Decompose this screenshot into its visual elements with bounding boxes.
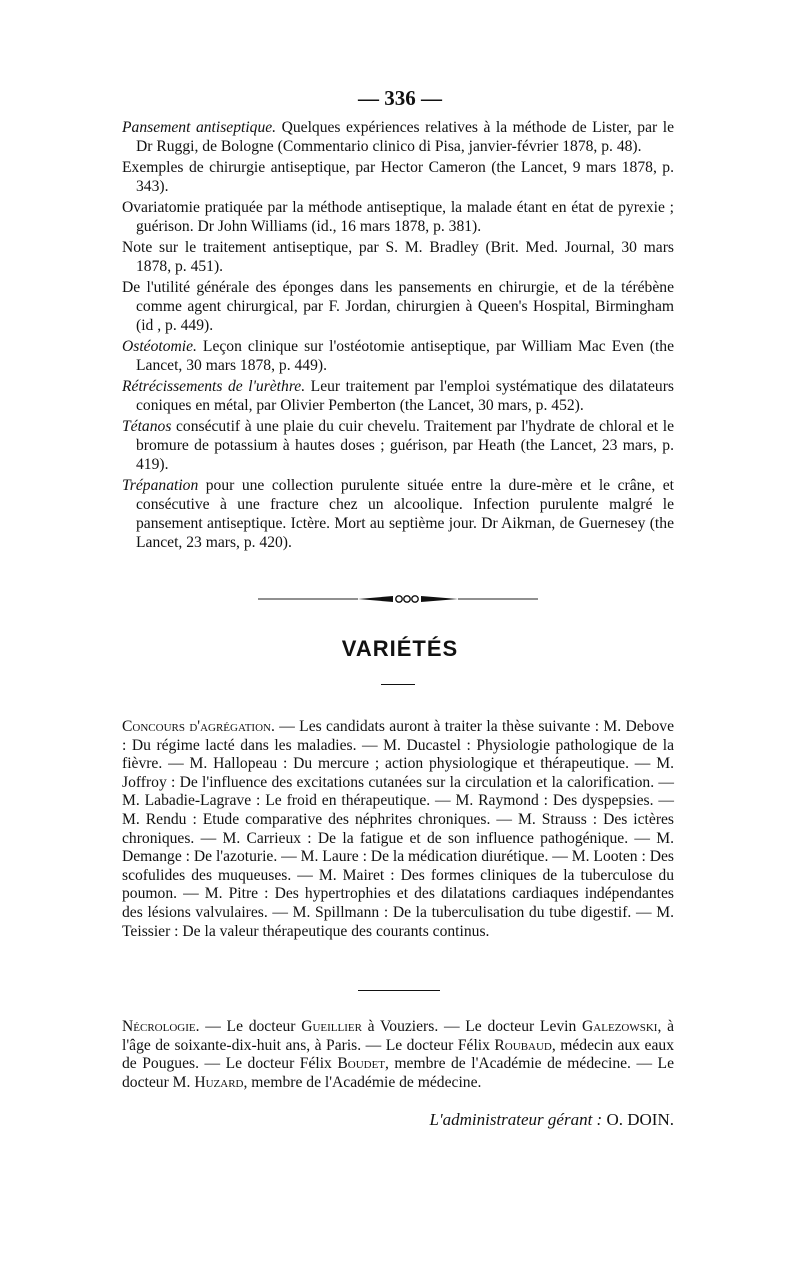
bibliography-entry: [122, 337, 674, 375]
bibliography-entry: [122, 158, 674, 196]
necrologie-text: , médecin aux eaux de Pougues. — Le docteur Félix: [122, 1036, 674, 1073]
necrologie-text: , à l'âge de soixante-dix-huit ans, à Paris. — Le docteur Félix: [122, 1018, 674, 1054]
bibliography-entry: [122, 118, 674, 156]
bibliography-list: [122, 118, 674, 554]
ornamental-separator: [258, 592, 538, 606]
entry-text: pour une collection purulente située entre la dure-mère et le crâne, et consécutive à une fracture chez un alcoolique. Infection purulente malgré le pansement antiseptique. Ictère. Mort au septième jour. Dr Aikman, de Guernesey (the Lancet, 23 mars, p. 420).: [136, 477, 674, 551]
entry-lead: Rétrécissements de l'urèthre.: [122, 378, 306, 395]
necrologie-text: à Vouziers. — Le docteur Levin: [361, 1018, 583, 1035]
person-name: Galezowski: [582, 1018, 658, 1035]
divider: [381, 684, 415, 685]
entry-lead: Tétanos: [122, 418, 172, 435]
entry-text: consécutif à une plaie du cuir chevelu. Traitement par l'hydrate de chloral et le bromure de potassium à hautes doses ; guérison, par Heath (the Lancet, 23 mars, p. 419).: [136, 418, 674, 473]
necrologie-text: — Le docteur: [199, 1018, 302, 1035]
bibliography-entry: [122, 278, 674, 335]
person-name: Huzard: [194, 1073, 244, 1091]
necrologie-paragraph: [122, 1018, 674, 1092]
entry-text: Ovariatomie pratiquée par la méthode antiseptique, la malade étant en état de pyrexie ; guérison. Dr John Williams (id., 16 mars 1878, p. 381).: [122, 199, 674, 235]
necrologie-text: , membre de l'Académie de médecine. — Le docteur M.: [122, 1055, 674, 1091]
entry-lead: Pansement antiseptique.: [122, 119, 277, 136]
entry-text: Exemples de chirurgie antiseptique, par Hector Cameron (the Lancet, 9 mars 1878, p. 343).: [122, 159, 674, 195]
necrologie-text: , membre de l'Académie de médecine.: [243, 1073, 482, 1091]
signature-label: L'administrateur gérant :: [429, 1110, 603, 1129]
bibliography-entry: [122, 417, 674, 474]
signature-name: O. DOIN.: [602, 1110, 674, 1129]
page-number: — 336 —: [358, 86, 442, 110]
bibliography-entry: [122, 476, 674, 552]
person-name: Boudet: [337, 1055, 386, 1073]
entry-lead: Ostéotomie.: [122, 338, 197, 355]
entry-text: Leur traitement par l'emploi systématique des dilatateurs coniques en métal, par Olivier Pemberton (the Lancet, 30 mars, p. 452).: [136, 378, 674, 414]
divider: [358, 990, 440, 991]
entry-lead: Trépanation: [122, 477, 199, 494]
bibliography-entry: [122, 238, 674, 276]
entry-text: Leçon clinique sur l'ostéotomie antiseptique, par William Mac Even (the Lancet, 30 mars 1878, p. 449).: [136, 338, 674, 374]
necrologie-heading: Nécrologie.: [122, 1018, 200, 1035]
concours-paragraph: [122, 718, 674, 941]
bibliography-entry: [122, 377, 674, 415]
bibliography-entry: [122, 198, 674, 236]
concours-text: — Les candidats auront à traiter la thèse suivante : M. Debove : Du régime lacté dans les maladies. — M. Ducastel : Physiologie pathologique de la fièvre. — M. Hallopeau : Du mercure ; action physiologique et thérapeutique. — M. Joffroy : De l'influence des excitations cutanées sur la circulation et la calorification. — M. Labadie-Lagrave : Le froid en thérapeutique. — M. Raymond : Des dyspepsies. — M. Rendu : Etude comparative des néphrites chroniques. — M. Strauss : Des ictères chroniques. — M. Carrieux : De la fatigue et de son influence pathogénique. — M. Demange : De l'azoturie. — M. Laure : De la médication diurétique. — M. Looten : Des scofulides des muqueuses. — M. Mairet : Des formes cliniques de la tuberculose du poumon. — M. Pitre : Des hypertrophies et des dilatations cardiaques indépendantes des lésions valvulaires. — M. Spillmann : De la tuberculisation du tube digestif. — M. Teissier : De la valeur thérapeutique des courants continus.: [122, 718, 674, 940]
person-name: Gueillier: [301, 1018, 362, 1035]
section-title: VARIÉTÉS: [341, 636, 459, 661]
entry-text: Note sur le traitement antiseptique, par S. M. Bradley (Brit. Med. Journal, 30 mars 1878, p. 451).: [122, 239, 674, 275]
person-name: Roubaud: [494, 1036, 552, 1054]
concours-heading: Concours d'agrégation.: [122, 718, 275, 735]
entry-text: Quelques expériences relatives à la méthode de Lister, par le Dr Ruggi, de Bologne (Commentario clinico di Pisa, janvier-février 1878, p. 48).: [136, 119, 674, 155]
entry-text: De l'utilité générale des éponges dans les pansements en chirurgie, et de la térébène comme agent chirurgical, par F. Jordan, chirurgien à Queen's Hospital, Birmingham (id , p. 449).: [122, 279, 674, 334]
signature: [430, 1110, 674, 1130]
